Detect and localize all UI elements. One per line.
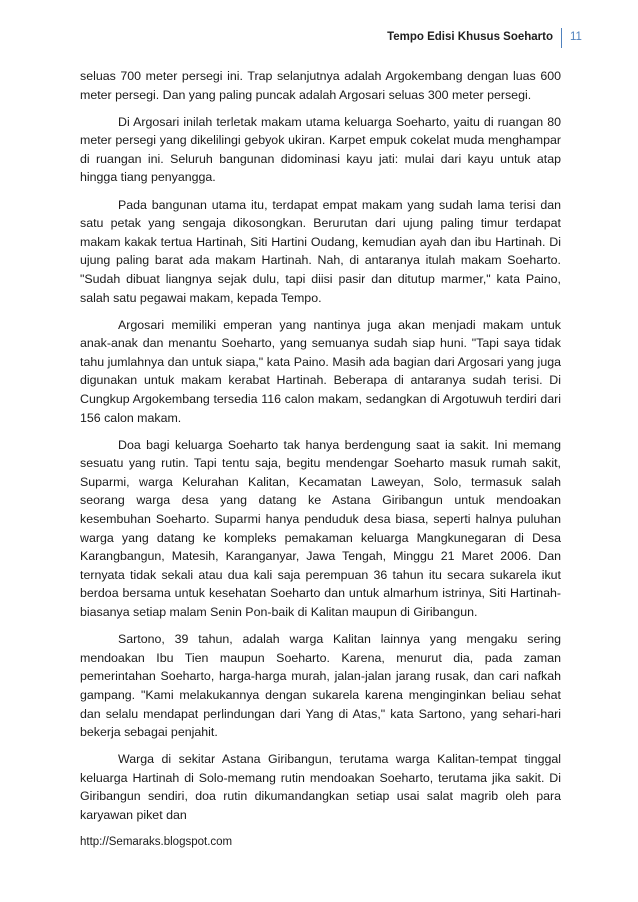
page-number: 11 <box>570 31 582 43</box>
paragraph-3: Pada bangunan utama itu, terdapat empat makam yang sudah lama terisi dan satu petak yang sengaja dikosongkan. Berurutan dari ujung paling timur terdapat makam kakak tertua Hartinah, Siti Hartini Oudang, kemudian ayah dan ibu Hartinah. Di ujung paling barat ada makam Hartinah. Nah, di antaranya itulah makam Soeharto. "Sudah dibuat liangnya sejak dulu, tapi diisi pasir dan ditutup marmer," kata Paino, salah satu pegawai makam, kepada Tempo. <box>80 197 561 305</box>
paragraph-6: Sartono, 39 tahun, adalah warga Kalitan lainnya yang mengaku sering mendoakan Ibu Tien maupun Soeharto. Karena, menurut dia, pada zaman pemerintahan Soeharto, harga-harga murah, jalan-jalan jarang rusak, dan cari nafkah gampang. "Kami melakukannya dengan sukarela karena menginginkan beliau sehat dan selalu mendapat perlindungan dari Yang di Atas," kata Sartono, yang sehari-hari bekerja sebagai penjahit. <box>80 632 561 740</box>
paragraph-4: Argosari memiliki emperan yang nantinya juga akan menjadi makam untuk anak-anak dan menantu Soeharto, yang semuanya sudah siap huni. "Tapi saya tidak tahu jumlahnya dan untuk siapa," kata Paino. Masih ada bagian dari Argosari yang juga digunakan untuk makam kerabat Hartinah. Beberapa di antaranya sudah terisi. Di Cungkup Argokembang tersedia 116 calon makam, sedangkan di Argotuwuh terdiri dari 156 calon makam. <box>80 317 561 425</box>
paragraph-2: Di Argosari inilah terletak makam utama keluarga Soeharto, yaitu di ruangan 80 meter persegi yang dikelilingi gebyok ukiran. Karpet empuk cokelat muda menghampar di ruangan ini. Seluruh bangunan didominasi kayu jati: mulai dari kayu untuk atap hingga tiang penyangga. <box>80 114 561 185</box>
paragraph-1: seluas 700 meter persegi ini. Trap selanjutnya adalah Argokembang dengan luas 600 meter persegi. Dan yang paling puncak adalah Argosari seluas 300 meter persegi. <box>80 69 561 102</box>
running-header-title: Tempo Edisi Khusus Soeharto <box>387 31 553 43</box>
article-body <box>80 67 561 833</box>
paragraph-7: Warga di sekitar Astana Giribangun, terutama warga Kalitan-tempat tinggal keluarga Hartinah di Solo-memang rutin mendoakan Soeharto, terutama jika sakit. Di Giribangun sendiri, doa rutin dikumandangkan setiap usai salat magrib oleh para karyawan piket dan <box>80 752 561 822</box>
footer-url: http://Semaraks.blogspot.com <box>80 836 233 848</box>
header-divider <box>561 28 562 48</box>
paragraph-5: Doa bagi keluarga Soeharto tak hanya berdengung saat ia sakit. Ini memang sesuatu yang rutin. Tapi tentu saja, begitu mendengar Soeharto masuk rumah sakit, Suparmi, warga Kelurahan Kalitan, Kecamatan Laweyan, Solo, termasuk salah seorang warga desa yang datang ke Astana Giribangun untuk mendoakan kesembuhan Soeharto. Suparmi hanya penduduk desa biasa, seperti halnya puluhan warga yang datang ke kompleks pemakaman keluarga Mangkunegaran di Desa Karangbangun, Matesih, Karanganyar, Jawa Tengah, Minggu 21 Maret 2006. Dan ternyata tidak sekali atau dua kali saja perempuan 36 tahun itu secara sukarela ikut berdoa bersama untuk kesehatan Soeharto dan untuk almarhum istrinya, Siti Hartinah-biasanya setiap malam Senin Pon-baik di Kalitan maupun di Giribangun. <box>80 437 561 620</box>
